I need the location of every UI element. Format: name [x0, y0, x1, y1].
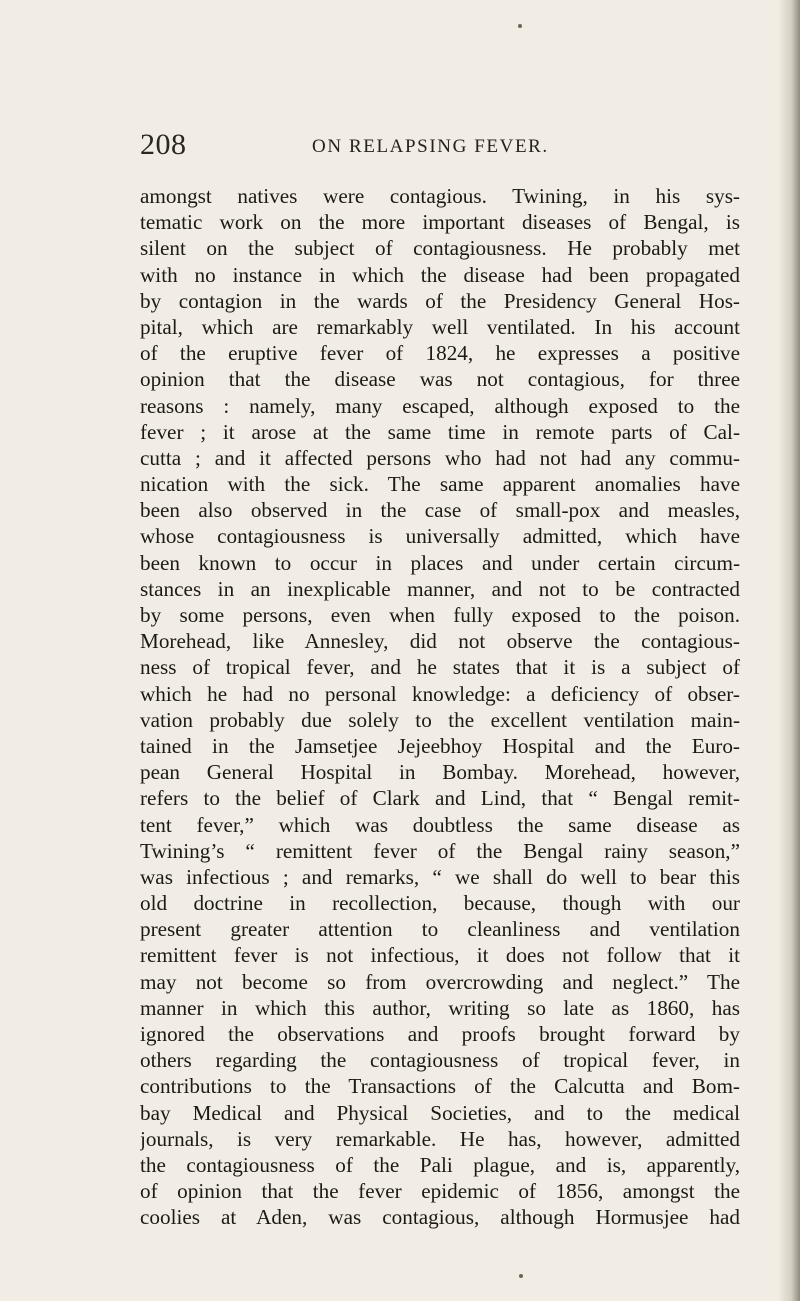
text-line: pean General Hospital in Bombay. Morehead, however,: [140, 760, 740, 785]
text-line: nication with the sick. The same apparent anomalies have: [140, 472, 740, 497]
text-line: been known to occur in places and under certain circum-: [140, 550, 740, 575]
text-line: Twining’s “ remittent fever of the Bengal rainy season,”: [140, 838, 740, 863]
text-line: pital, which are remarkably well ventilated. In his account: [140, 314, 740, 339]
text-line: tematic work on the more important diseases of Bengal, is: [140, 210, 740, 235]
text-line: refers to the belief of Clark and Lind, that “ Bengal remit-: [140, 786, 740, 811]
text-line: manner in which this author, writing so late as 1860, has: [140, 995, 740, 1020]
text-line: the contagiousness of the Pali plague, and is, apparently,: [140, 1152, 740, 1177]
text-line: bay Medical and Physical Societies, and to the medical: [140, 1100, 740, 1125]
text-line: by contagion in the wards of the Presidency General Hos-: [140, 288, 740, 313]
page-edge-shadow: [778, 0, 800, 1301]
text-line: by some persons, even when fully exposed to the poison.: [140, 603, 740, 627]
text-line: ignored the observations and proofs brought forward by: [140, 1022, 740, 1046]
text-line: old doctrine in recollection, because, though with our: [140, 891, 740, 916]
text-line: opinion that the disease was not contagious, for three: [140, 367, 740, 392]
text-line: stances in an inexplicable manner, and not to be contracted: [140, 576, 740, 601]
text-line: which he had no personal knowledge: a deficiency of obser-: [140, 681, 740, 706]
text-line: whose contagiousness is universally admitted, which have: [140, 524, 740, 549]
text-line: of the eruptive fever of 1824, he expresses a positive: [140, 341, 740, 366]
text-line: remittent fever is not infectious, it does not follow that it: [140, 943, 740, 968]
text-line: amongst natives were contagious. Twining, in his sys-: [140, 184, 740, 208]
text-line: tent fever,” which was doubtless the same disease as: [140, 812, 740, 837]
text-line: silent on the subject of contagiousness. He probably met: [140, 236, 740, 261]
text-line: been also observed in the case of small-pox and measles,: [140, 498, 740, 523]
text-line: Morehead, like Annesley, did not observe the contagious-: [140, 629, 740, 654]
text-line: may not become so from overcrowding and neglect.” The: [140, 969, 740, 994]
text-line: ness of tropical fever, and he states that it is a subject of: [140, 655, 740, 680]
text-line: fever ; it arose at the same time in remote parts of Cal-: [140, 419, 740, 444]
paper-speck-bottom: [519, 1274, 523, 1278]
page-number: 208: [140, 128, 187, 161]
text-line: contributions to the Transactions of the Calcutta and Bom-: [140, 1074, 740, 1099]
text-line: vation probably due solely to the excellent ventilation main-: [140, 707, 740, 732]
text-line: was infectious ; and remarks, “ we shall do well to bear this: [140, 864, 740, 889]
body-text: [140, 183, 740, 1231]
running-head: ON RELAPSING FEVER.: [312, 136, 549, 157]
text-line: with no instance in which the disease had been propagated: [140, 262, 740, 287]
text-line: present greater attention to cleanliness and ventilation: [140, 917, 740, 942]
text-line: tained in the Jamsetjee Jejeebhoy Hospital and the Euro-: [140, 733, 740, 758]
text-line: of opinion that the fever epidemic of 1856, amongst the: [140, 1179, 740, 1204]
paper-speck-top: [518, 24, 522, 28]
text-line: coolies at Aden, was contagious, although Hormusjee had: [140, 1205, 740, 1230]
text-line: cutta ; and it affected persons who had not had any commu-: [140, 445, 740, 470]
text-line: others regarding the contagiousness of tropical fever, in: [140, 1048, 740, 1073]
text-line: journals, is very remarkable. He has, however, admitted: [140, 1126, 740, 1151]
page-header: [140, 128, 740, 168]
text-line: reasons : namely, many escaped, although exposed to the: [140, 393, 740, 418]
